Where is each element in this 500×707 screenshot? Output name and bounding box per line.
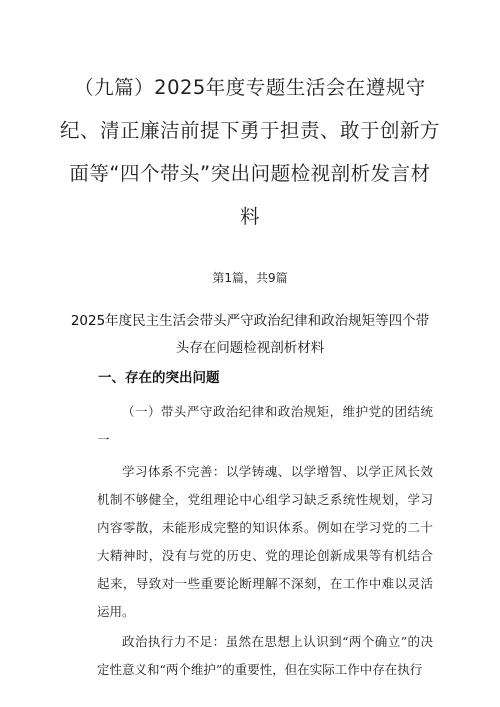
section-heading: 一、存在的突出问题 — [98, 370, 220, 386]
sub-title: 2025年度民主生活会带头严守政治纪律和政治规矩等四个带头存在问题检视剖析材料 — [70, 313, 430, 356]
main-title: （九篇）2025年度专题生活会在遵规守纪、清正廉洁前提下勇于担责、敢于创新方面等“四个带头”突出问题检视剖析发言材料 — [60, 76, 441, 228]
part-label: 第1篇，共9篇 — [212, 271, 288, 285]
paragraph-study-system: 学习体系不完善：以学铸魂、以学增智、以学正风长效机制不够健全，党组理论中心组学习缺乏系统性规划，学习内容零散，未能形成完整的知识体系。例如在学习党的二十大精神时，没有与党的历史、党的理论创新成果等有机结合起来，导致对一些重要论断理解不深刻，在工作中难以灵活运用。 — [97, 464, 433, 619]
paragraph-political-execution: 政治执行力不足：虽然在思想上认识到“两个确立”的决定性意义和“两个维护”的重要性，但在实际工作中存在执行 — [97, 634, 433, 677]
paragraph-subheading: （一）带头严守政治纪律和政治规矩，维护党的团结统一 — [97, 404, 433, 447]
